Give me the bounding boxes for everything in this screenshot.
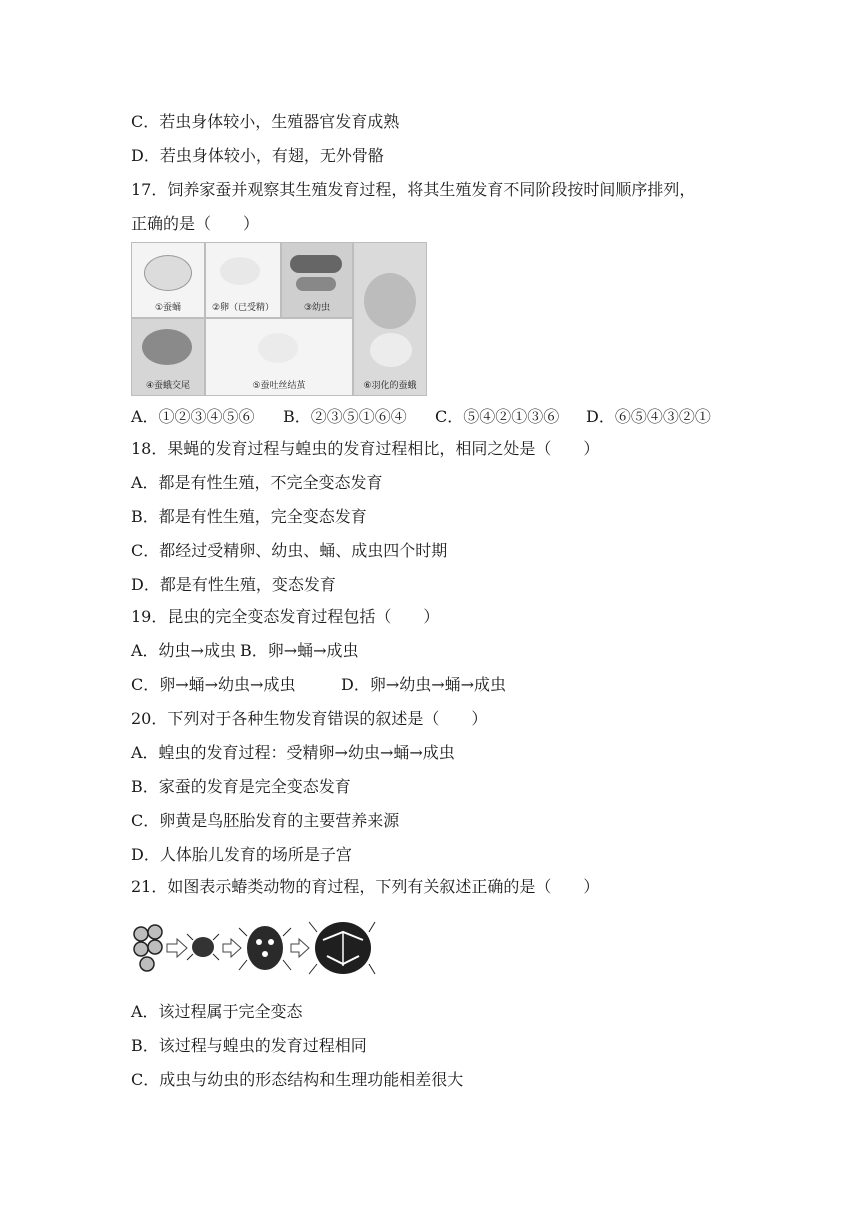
figure-caption: ①蚕蛹 — [154, 303, 182, 313]
q20-stem: 20．下列对于各种生物发育错误的叙述是（ ） — [131, 709, 488, 728]
q17-stem-line2: 正确的是（ ） — [131, 214, 260, 233]
q21-figure — [131, 914, 377, 980]
figure-panel-cocoon-pupa — [131, 242, 205, 318]
arrow-icon — [223, 939, 241, 957]
q19-option-d[interactable]: D．卵→幼虫→蛹→成虫 — [341, 675, 507, 694]
q18-option-d[interactable]: D．都是有性生殖，变态发育 — [131, 575, 336, 594]
figure-panel-larva — [281, 242, 353, 318]
q20-option-b[interactable]: B．家蚕的发育是完全变态发育 — [131, 777, 351, 796]
q18-option-b[interactable]: B．都是有性生殖，完全变态发育 — [131, 507, 367, 526]
q20-option-c[interactable]: C．卵黄是鸟胚胎发育的主要营养来源 — [131, 811, 400, 830]
q21-option-a[interactable]: A．该过程属于完全变态 — [131, 1002, 303, 1021]
q18-option-a[interactable]: A．都是有性生殖，不完全变态发育 — [131, 473, 383, 492]
arrow-icon — [291, 939, 309, 957]
figure-panel-egg — [205, 242, 281, 318]
q19-option-a[interactable]: A．幼虫→成虫 — [131, 641, 236, 660]
q17-stem-line1: 17．饲养家蚕并观察其生殖发育过程，将其生殖发育不同阶段按时间顺序排列， — [131, 180, 696, 199]
q17-figure — [131, 242, 425, 394]
q19-options-row1 — [131, 640, 359, 662]
figure-caption: ②卵（已受精） — [211, 303, 275, 313]
figure-panel-moth — [353, 242, 427, 396]
nymph-large — [239, 926, 291, 970]
figure-panel-spinning — [205, 318, 353, 396]
bug-development-illustration — [131, 914, 377, 980]
q20-option-a[interactable]: A．蝗虫的发育过程：受精卵→幼虫→蛹→成虫 — [131, 743, 455, 762]
q19-option-b[interactable]: B．卵→蛹→成虫 — [239, 641, 359, 660]
adult-bug — [309, 922, 375, 974]
figure-caption: ⑤蚕吐丝结茧 — [252, 381, 306, 391]
q17-option-b[interactable]: B．②③⑤①⑥④ — [283, 407, 407, 426]
q20-option-d[interactable]: D．人体胎儿发育的场所是子宫 — [131, 845, 352, 864]
q18-stem: 18．果蝇的发育过程与蝗虫的发育过程相比，相同之处是（ ） — [131, 439, 600, 458]
nymph-small — [187, 934, 219, 960]
q19-option-c[interactable]: C．卵→蛹→幼虫→成虫 — [131, 675, 296, 694]
figure-caption: ⑥羽化的蚕蛾 — [363, 381, 417, 391]
figure-caption: ③幼虫 — [303, 303, 331, 313]
q18-option-c[interactable]: C．都经过受精卵、幼虫、蛹、成虫四个时期 — [131, 541, 448, 560]
q21-stem: 21．如图表示蝽类动物的育过程，下列有关叙述正确的是（ ） — [131, 877, 600, 896]
q17-option-d[interactable]: D．⑥⑤④③②① — [586, 407, 711, 426]
figure-caption: ④蚕蛾交尾 — [145, 381, 191, 391]
q21-option-c[interactable]: C．成虫与幼虫的形态结构和生理功能相差很大 — [131, 1070, 464, 1089]
egg-cluster — [134, 925, 162, 971]
q17-option-c[interactable]: C．⑤④②①③⑥ — [435, 407, 560, 426]
q17-option-a[interactable]: A．①②③④⑤⑥ — [131, 407, 255, 426]
prev-option-c: C．若虫身体较小，生殖器官发育成熟 — [131, 112, 400, 131]
arrow-icon — [167, 939, 187, 957]
q21-option-b[interactable]: B．该过程与蝗虫的发育过程相同 — [131, 1036, 367, 1055]
q19-stem: 19．昆虫的完全变态发育过程包括（ ） — [131, 607, 440, 626]
q19-options-row2 — [131, 674, 506, 696]
q17-options — [131, 406, 711, 428]
prev-option-d: D．若虫身体较小，有翅，无外骨骼 — [131, 146, 384, 165]
figure-panel-mating — [131, 318, 205, 396]
